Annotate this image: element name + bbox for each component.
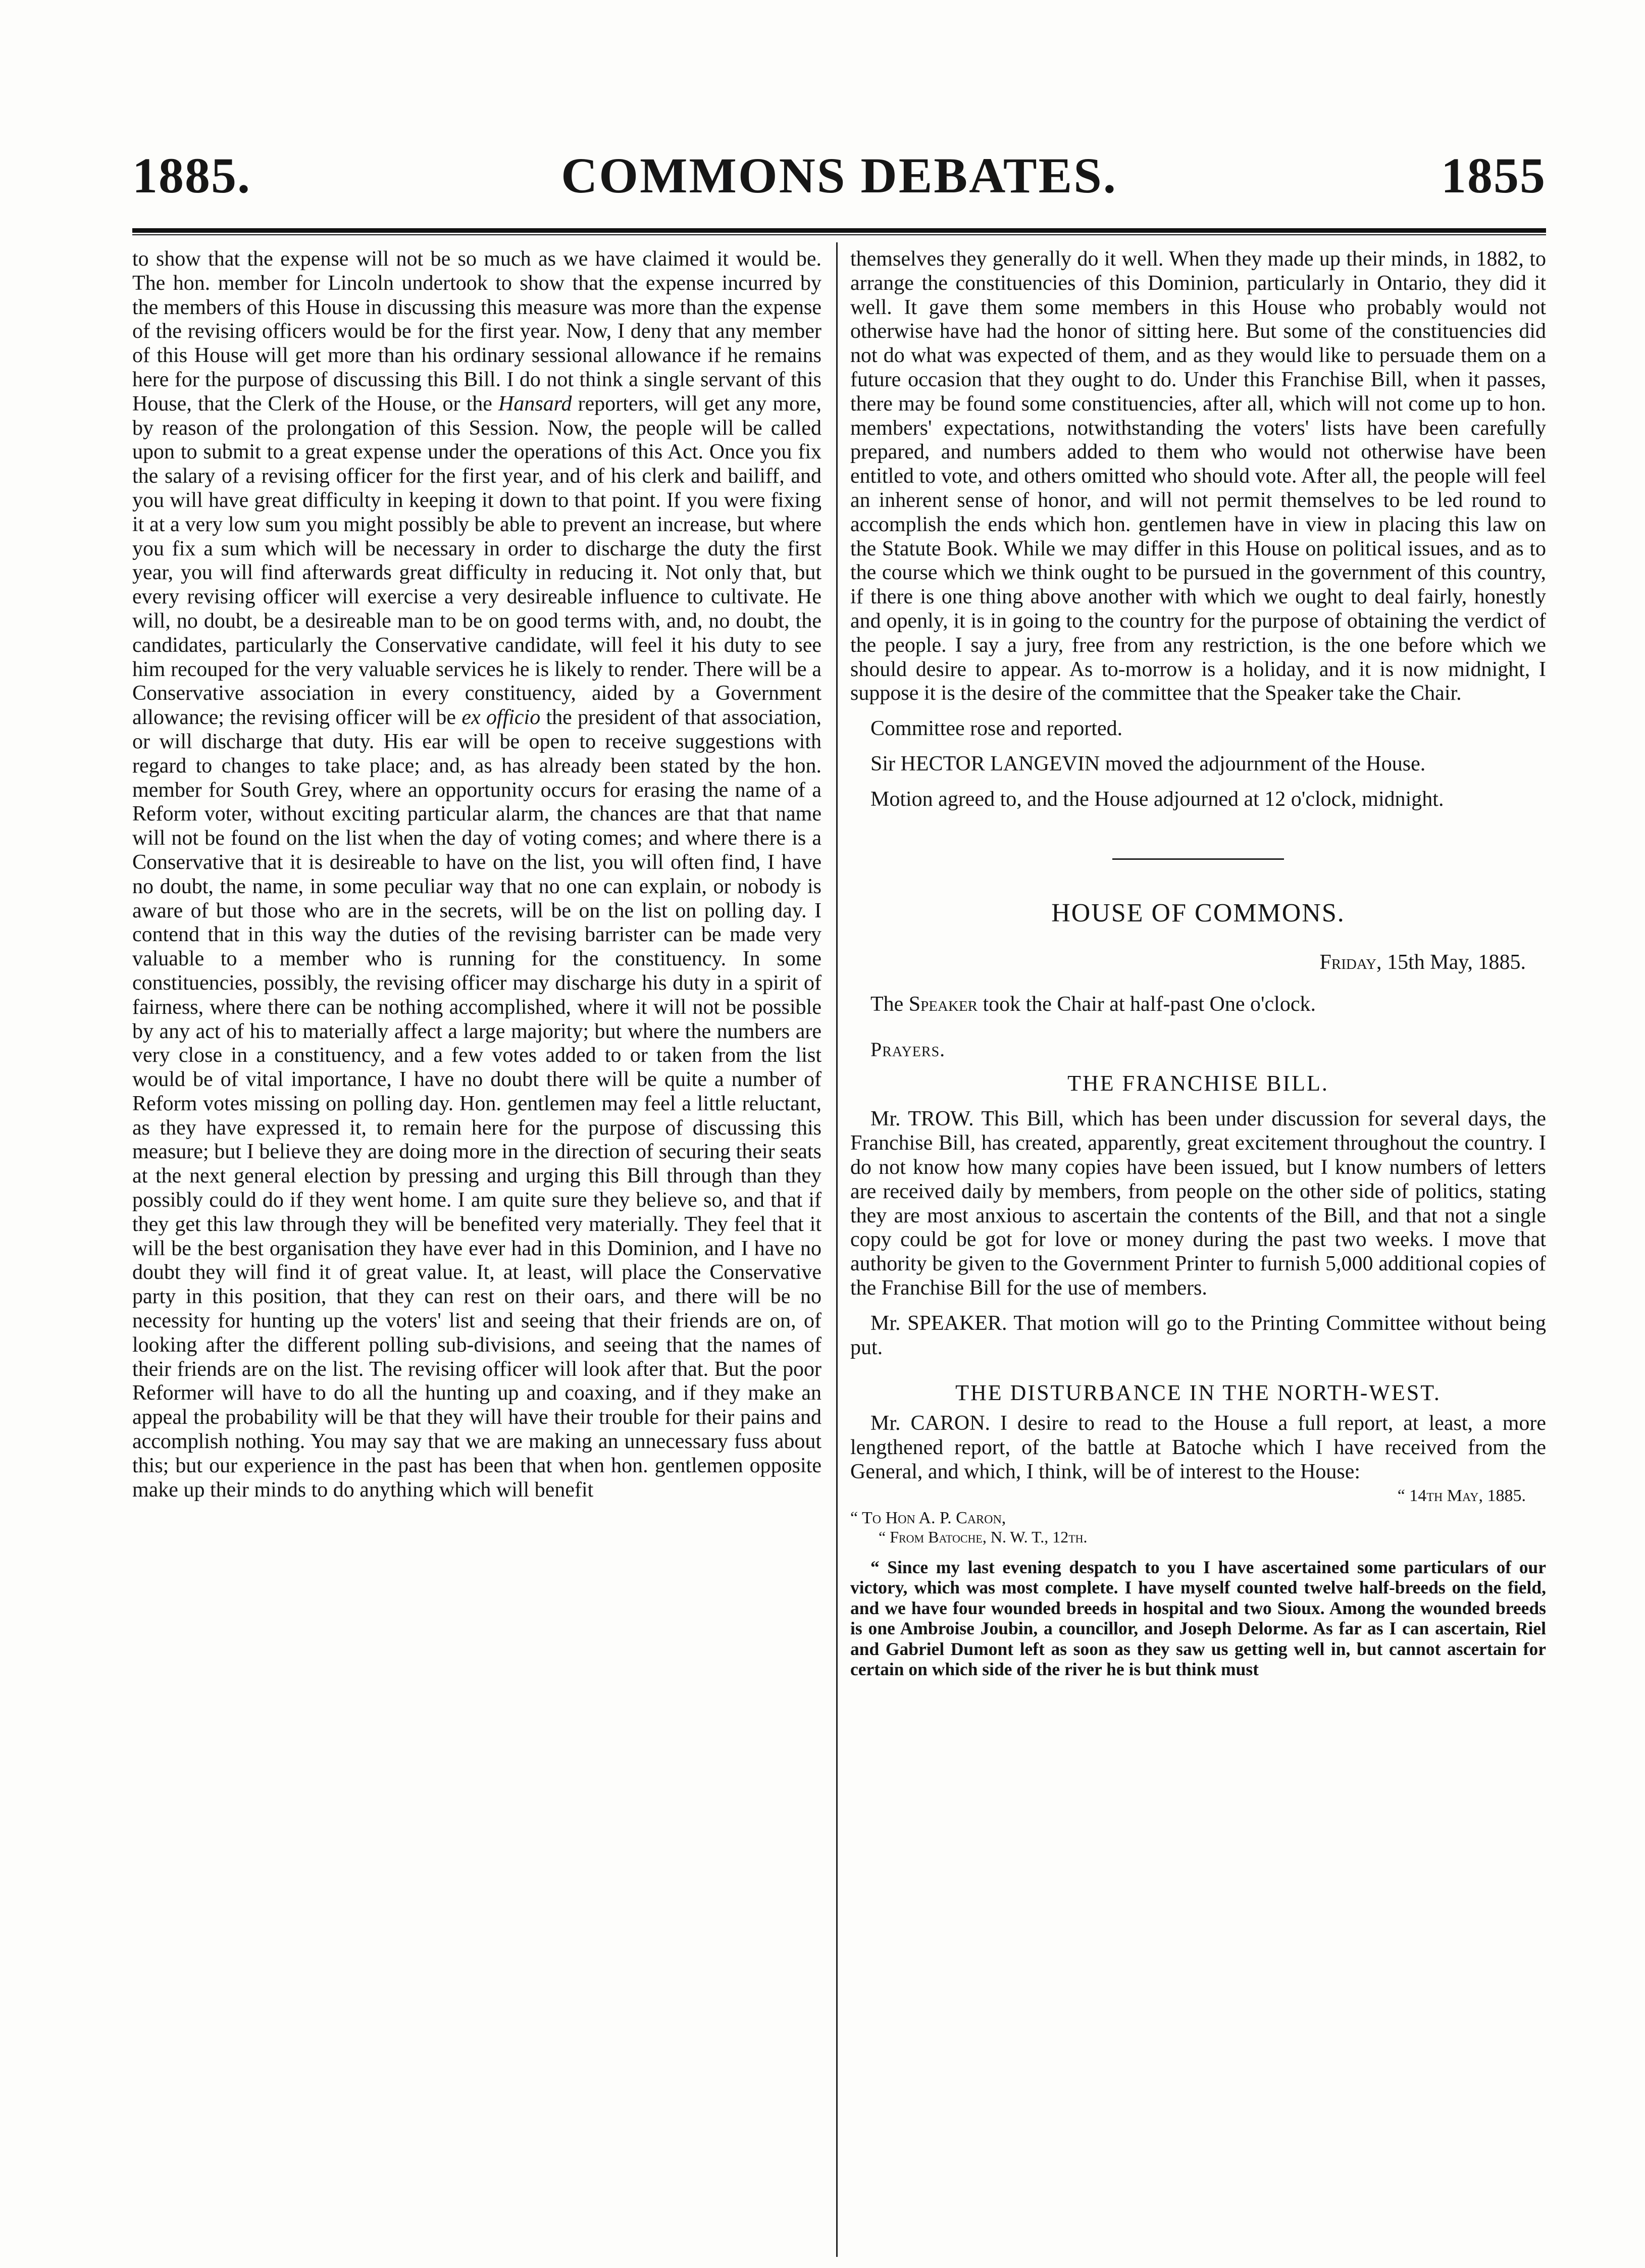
despatch-date: “ 14th May, 1885. (1397, 1486, 1526, 1505)
franchise-bill-heading: THE FRANCHISE BILL. (1067, 1071, 1329, 1096)
despatch-origin: “ From Batoche, N. W. T., 12th. (879, 1527, 1088, 1546)
despatch-text: “ Since my last evening despatch to you I have ascertained some particulars of our victory, which was most complete. I have myself counted twelve half-breeds on the field, and we have four wounded breeds in hospital and two Sioux. Among the wounded breeds is one Ambroise Joubin, a councillor, and Joseph Delorme. As far as I can ascertain, Riel and Gabriel Dumont left as soon as they saw us getting well in, but cannot ascertain for certain on which side of the river he is but think must (850, 1557, 1546, 1680)
text-run: the president of that association, or will discharge that duty. His ear will be open to receive suggestions with regard to changes to take place; and, as has already been stated by the hon. member for South Grey, where an opportunity occurs for erasing the name of a Reform voter, without exciting particular alarm, the chances are that that name will not be found on the list when the day of voting comes; and where there is a Conservative that it is desireable to have on the list, you will often find, I have no doubt, the name, in some peculiar way that no one can explain, or nobody is aware of but those who are in the secrets, will be on the list on polling day. I contend that in this way the duties of the revising barrister can be made very valuable to a member who is running for the constituency. In some constituencies, possibly, the revising officer may discharge his duty in a spirit of fairness, where there can be nothing accomplished, where it will not be possible by any act of his to materially affect a large majority; but where the numbers are very close in a constituency, and a few votes added to or taken from the list would be of vital importance, I have no doubt there will be quite a number of Reform votes missing on polling day. Hon. gentlemen may feel a little reluctant, as they have expressed it, to remain here for the purpose of discussing this measure; but I believe they are doing more in the direction of securing their seats at the next general election by pressing and urging this Bill through than they possibly could do if they went home. I am quite sure they believe so, and that if they get this law through they will be benefited very materially. They feel that it will be the best organisation they have ever had in this Dominion, and I have no doubt they will find it of great value. It, at least, will place the Conservative party in this position, that they can rest on their oars, and there will be no necessity for hunting up the voters' list and seeing that their friends are on, of looking after the different polling sub-divisions, and seeing that the names of their friends are on the list. The revising officer will look after that. But the poor Reformer will have to do all the hunting up and coaxing, and if they make an appeal the probability will be that they will have their trouble for their pains and accomplish nothing. You may say that we are making an unnecessary fuss about this; but our experience in the past has been that when hon. gentlemen opposite make up their minds to do anything which will benefit (132, 706, 821, 1502)
text-run: took the Chair at half-past One o'clock. (983, 992, 1316, 1016)
text-run: to show that the expense will not be so much as we have claimed it would be. The hon. member for Lincoln undertook to show that the expense incurred by the members of this House in discussing this measure was more than the expense of the revising officers would be for the first year. Now, I deny that any member of this House will get more than his ordinary sessional allowance if he remains here for the purpose of discussing this Bill. I do not think a single servant of this House, that the Clerk of the House, or the (132, 247, 821, 416)
speaker-took-chair (850, 993, 1546, 1017)
text-run: reporters, will get any more, by reason of the prolongation of this Session. Now, the people will be called upon to submit to a great expense under the operations of this Act. Once you fix the salary of a revising officer for the first year, and of his clerk and bailiff, and you will have great difficulty in keeping it down to that point. If you were fixing it at a very low sum you might possibly be able to prevent an increase, but where you fix a sum which will be necessary in order to discharge the duty the first year, you will find afterwards great difficulty in reducing it. Not only that, but every revising officer will exercise a very desireable influence to cultivate. He will, no doubt, be a desireable man to be on good terms with, and, no doubt, the candidates, particularly the Conservative candidate, will feel it his duty to see him recouped for the very valuable services he is likely to render. There will be a Conservative association in every constituency, aided by a Government allowance; the revising officer will be (132, 392, 822, 730)
section-rule (1112, 858, 1284, 860)
speaker-reply: Mr. SPEAKER. That motion will go to the Printing Committee without being put. (850, 1311, 1546, 1359)
header-year: 1885. (132, 147, 251, 203)
speaker-smallcaps: Speaker (908, 992, 978, 1016)
header-title: COMMONS DEBATES. (561, 147, 1117, 203)
italic-hansard: Hansard (498, 392, 572, 416)
disturbance-heading: THE DISTURBANCE IN THE NORTH-WEST. (955, 1380, 1441, 1406)
motion-agreed: Motion agreed to, and the House adjourned at 12 o'clock, midnight. (870, 787, 1444, 811)
right-column (850, 247, 1546, 1680)
date-day: Friday, (1319, 950, 1382, 974)
header-rule (132, 228, 1546, 233)
left-column (132, 247, 821, 1502)
speech-continuation: themselves they generally do it well. When they made up their minds, in 1882, to arrange the constituencies of this Dominion, particularly in Ontario, they did it well. It gave them some members in this House who probably would not otherwise have had the honor of sitting here. But some of the constituencies did not do what was expected of them, and as they would like to persuade them on a future occasion that they ought to do. Under this Franchise Bill, when it passes, there may be found some constituencies, after all, which will not come up to hon. members' expectations, notwithstanding the voters' lists have been carefully prepared, and numbers added to them who would not otherwise have been entitled to vote, and others omitted who should vote. After all, the people will feel an inherent sense of honor, and will not permit themselves to be led round to accomplish the ends which hon. gentlemen have in view in placing this law on the Statute Book. While we may differ in this House on political issues, and as to the course which we think ought to be pursued in the government of this country, if there is one thing above another with which we ought to deal fairly, honestly and openly, it is in going to the country for the purpose of obtaining the verdict of the people. I say a jury, free from any restriction, is the one before which we should desire to appear. As to-morrow is a holiday, and it is now midnight, I suppose it is the desire of the committee that the Speaker take the Chair. (850, 247, 1546, 705)
italic-ex-officio: ex officio (461, 706, 541, 730)
column-divider (836, 242, 838, 2257)
text-run: The (870, 992, 904, 1016)
committee-note: Committee rose and reported. (870, 717, 1123, 741)
date-rest: 15th May, 1885. (1387, 950, 1526, 974)
header-page-number: 1855 (1441, 147, 1546, 203)
speech-paragraph (132, 247, 821, 1502)
prayers-label: Prayers. (870, 1038, 946, 1061)
header-rule-thin (132, 234, 1546, 235)
despatch-addressee: “ To Hon A. P. Caron, (850, 1508, 1006, 1527)
sitting-date (850, 950, 1526, 974)
trow-speech: Mr. TROW. This Bill, which has been under discussion for several days, the Franchise Bill, has created, apparently, great excitement throughout the country. I do not know how many copies have been issued, but I know numbers of letters are received daily by members, from people on the other side of politics, stating they are most anxious to ascertain the contents of the Bill, and that not a single copy could be got for love or money during the past two weeks. I move that authority be given to the Government Printer to furnish 5,000 additional copies of the Franchise Bill for the use of members. (850, 1107, 1546, 1300)
page-header (132, 146, 1546, 217)
house-of-commons-heading: HOUSE OF COMMONS. (1051, 898, 1345, 927)
caron-speech: Mr. CARON. I desire to read to the House a full report, at least, a more lengthened report, of the battle at Batoche which I have received from the General, and which, I think, will be of interest to the House: (850, 1412, 1546, 1483)
adjournment-motion: Sir HECTOR LANGEVIN moved the adjournment of the House. (870, 752, 1426, 776)
